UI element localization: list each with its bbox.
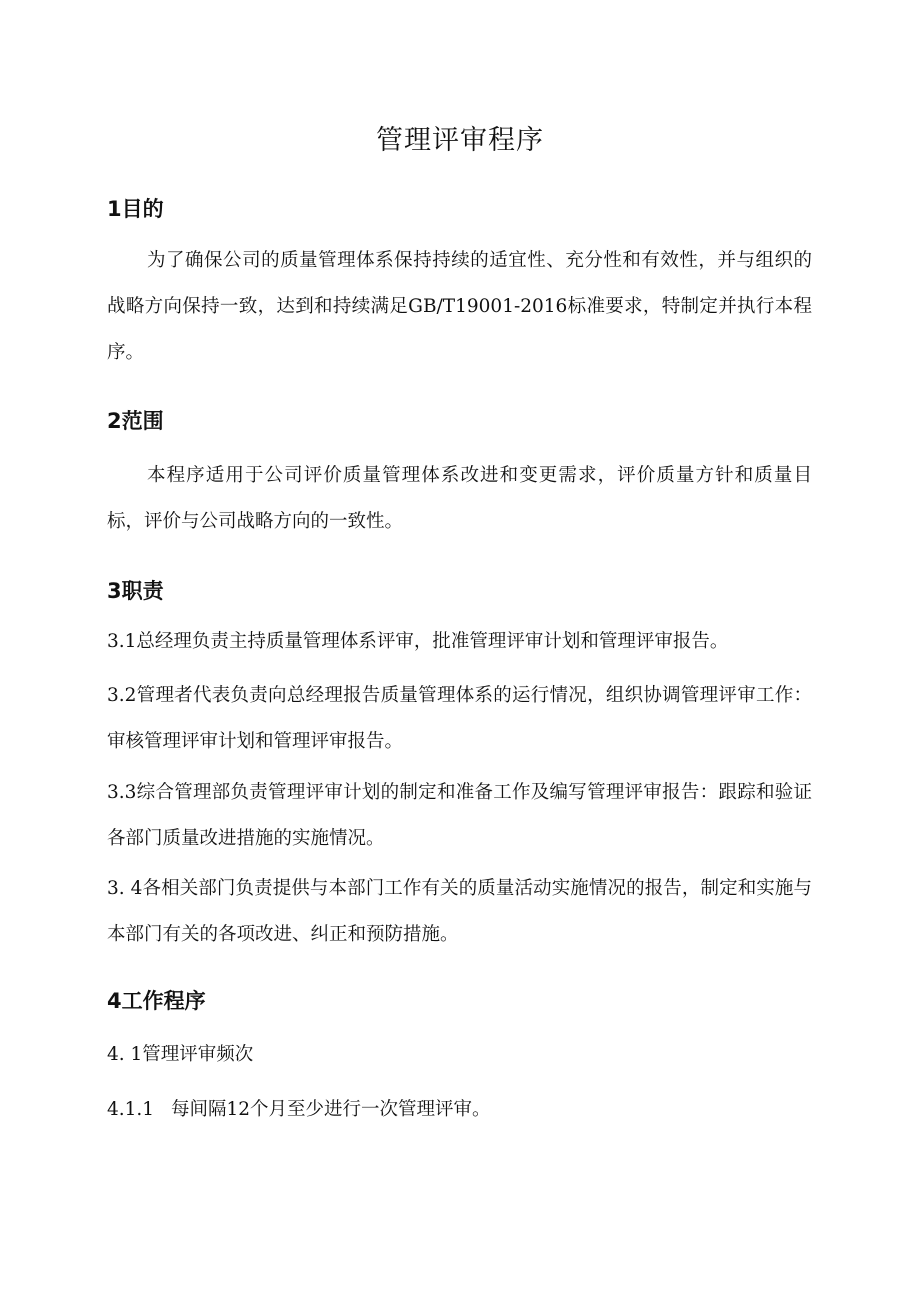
section-heading-responsibilities: 3职责 [107, 579, 164, 603]
section-heading-work-procedure: 4工作程序 [107, 989, 206, 1013]
section-heading-scope: 2范围 [107, 409, 164, 433]
list-item [107, 1097, 491, 1123]
subheading-review-frequency: 4. 1管理评审频次 [107, 1044, 254, 1065]
section-heading-purpose: 1目的 [107, 197, 164, 221]
responsibility-3-4: 3. 4各相关部门负责提供与本部门工作有关的质量活动实施情况的报告，制定和实施与本部门有关的各项改进、纠正和预防措施。 [107, 878, 812, 945]
document-title: 管理评审程序 [376, 125, 544, 156]
scope-paragraph: 本程序适用于公司评价质量管理体系改进和变更需求，评价质量方针和质量目标，评价与公司战略方向的一致性。 [107, 465, 812, 532]
responsibility-3-2: 3.2管理者代表负责向总经理报告质量管理体系的运行情况，组织协调管理评审工作：审核管理评审计划和管理评审报告。 [107, 685, 812, 752]
list-item-number: 4.1.1 [107, 1099, 155, 1120]
list-item-text: 每间隔12个月至少进行一次管理评审。 [171, 1099, 491, 1120]
purpose-paragraph: 为了确保公司的质量管理体系保持持续的适宜性、充分性和有效性，并与组织的战略方向保持一致，达到和持续满足GB/T19001-2016标准要求，特制定并执行本程序。 [107, 250, 812, 363]
responsibility-3-3: 3.3综合管理部负责管理评审计划的制定和准备工作及编写管理评审报告：跟踪和验证各部门质量改进措施的实施情况。 [107, 782, 812, 849]
responsibility-3-1: 3.1总经理负责主持质量管理体系评审，批准管理评审计划和管理评审报告。 [107, 631, 729, 652]
